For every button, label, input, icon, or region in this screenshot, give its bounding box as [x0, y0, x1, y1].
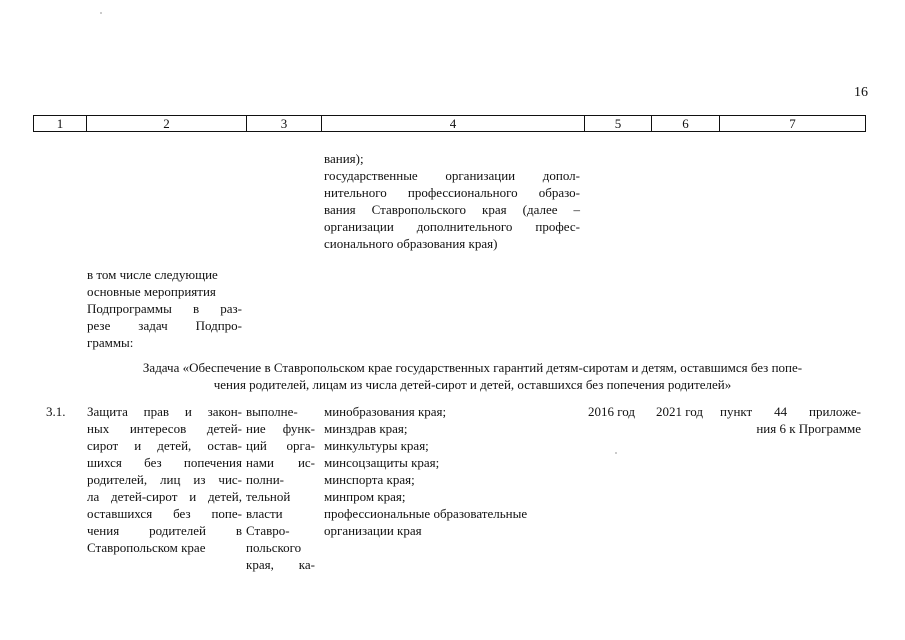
column-header-4: 4 — [322, 116, 585, 131]
column-header-row — [33, 115, 866, 132]
text-line: нительного профессионального образо- — [324, 185, 580, 200]
text-line: Ставро- — [246, 523, 290, 538]
column-header-3: 3 — [247, 116, 322, 131]
text-line: Подпрограммы в раз- — [87, 301, 242, 316]
row-number: 3.1. — [46, 404, 66, 419]
text-line: Ставропольском крае — [87, 540, 206, 555]
text-line: чения родителей, лицам из числа детей-сирот и детей, оставшихся без попечения родителей» — [213, 377, 732, 392]
text-line: ние функ- — [246, 421, 315, 436]
activity-name — [87, 403, 242, 556]
text-line: выполне- — [246, 404, 298, 419]
text-line: оставшихся без попе- — [87, 506, 242, 521]
text-line: профессиональные образовательные — [324, 506, 528, 521]
text-line: чения родителей в — [87, 523, 242, 538]
page-number: 16 — [854, 85, 868, 100]
scan-speck — [615, 452, 617, 454]
text-line: Задача «Обеспечение в Ставропольском крае государственных гарантий детям-сиротам и детям, оставшимся без попе- — [142, 360, 803, 375]
task-heading — [80, 359, 865, 393]
text-line: ных интересов детей- — [87, 421, 242, 436]
text-line: минпром края; — [324, 489, 406, 504]
text-line: польского — [246, 540, 302, 555]
text-line: власти — [246, 506, 283, 521]
text-line: сирот и детей, остав- — [87, 438, 242, 453]
text-line: вания); — [324, 151, 364, 166]
text-line: полни- — [246, 472, 285, 487]
text-line: минспорта края; — [324, 472, 415, 487]
text-line: в том числе следующие — [87, 267, 218, 282]
activity-executors — [324, 403, 580, 539]
text-line: граммы: — [87, 335, 134, 350]
text-line: вания Ставропольского края (далее – — [324, 202, 580, 217]
text-line: минобразования края; — [324, 404, 447, 419]
start-year: 2016 год — [588, 404, 635, 419]
text-line: резе задач Подпро- — [87, 318, 242, 333]
column-header-6: 6 — [652, 116, 720, 131]
text-line: ла детей-сирот и детей, — [87, 489, 242, 504]
text-line: родителей, лиц из чис- — [87, 472, 242, 487]
column-header-7: 7 — [789, 116, 796, 131]
text-line: шихся без попечения — [87, 455, 242, 470]
text-line: сионального образования края) — [324, 236, 498, 251]
program-link — [720, 403, 861, 437]
text-line: минздрав края; — [324, 421, 408, 436]
text-line: тельной — [246, 489, 291, 504]
main-activities-intro — [87, 266, 242, 351]
text-line: минкультуры края; — [324, 438, 429, 453]
column-header-1: 1 — [34, 116, 87, 131]
text-line: минсоцзащиты края; — [324, 455, 440, 470]
end-year: 2021 год — [656, 404, 703, 419]
column-header-2: 2 — [87, 116, 247, 131]
text-line: края, ка- — [246, 557, 315, 572]
text-line: основные мероприятия — [87, 284, 216, 299]
text-line: государственные организации допол- — [324, 168, 580, 183]
text-line: ций орга- — [246, 438, 315, 453]
executors-continuation — [324, 150, 580, 252]
text-line: организации края — [324, 523, 422, 538]
column-header-5: 5 — [585, 116, 652, 131]
text-line: нами ис- — [246, 455, 315, 470]
activity-type — [246, 403, 315, 573]
text-line: ния 6 к Программе — [756, 421, 861, 436]
text-line: организации дополнительного профес- — [324, 219, 580, 234]
text-line: Защита прав и закон- — [87, 404, 242, 419]
scan-speck — [100, 12, 102, 14]
text-line: пункт 44 приложе- — [720, 404, 861, 419]
